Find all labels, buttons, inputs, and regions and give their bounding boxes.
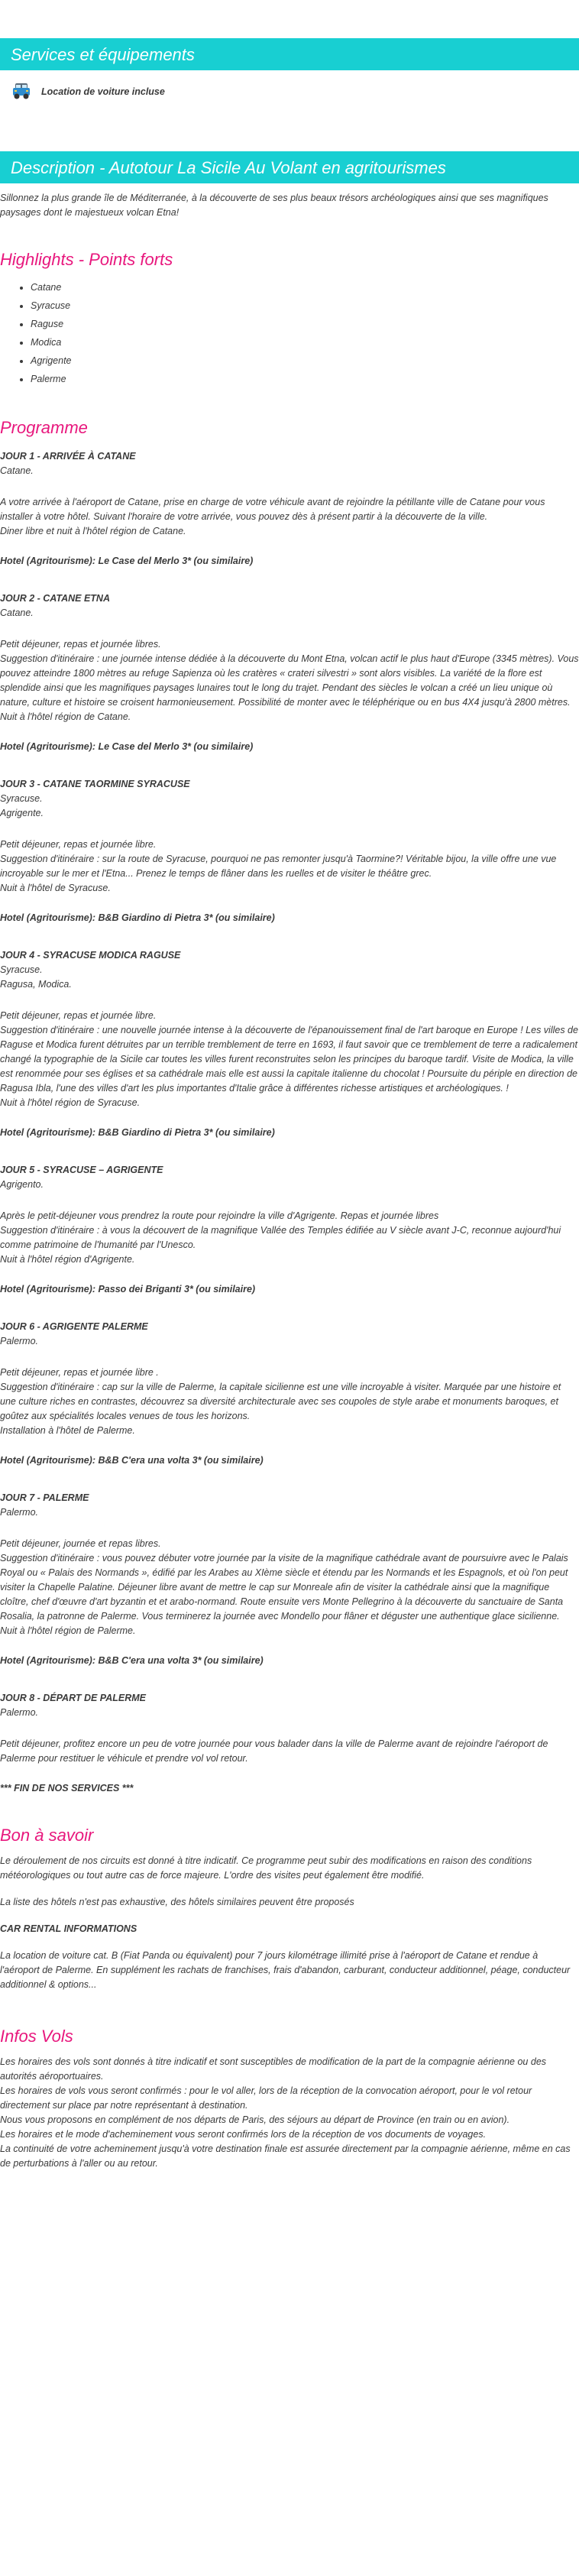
day-places: Syracuse. Ragusa, Modica.	[0, 964, 72, 990]
day-hotel: Hotel (Agritourisme): Passo dei Briganti 3* (ou similaire)	[0, 1284, 256, 1294]
bon-a-savoir-text: La liste des hôtels n'est pas exhaustive, des hôtels similaires peuvent être proposés	[0, 1897, 354, 1907]
day-title: JOUR 5 - SYRACUSE – AGRIGENTE	[0, 1165, 163, 1175]
day-paragraph: Nuit à l'hôtel de Syracuse.	[0, 883, 111, 893]
infos-vols-line: La continuité de votre acheminement jusqu'à votre destination finale est assurée directement par la compagnie aérienne, même en cas de perturbations à l'aller ou au retour.	[0, 2143, 571, 2169]
programme-day	[0, 1491, 579, 1668]
service-car-rental	[0, 70, 579, 105]
list-item: • Palerme	[31, 370, 579, 388]
day-paragraph: Petit déjeuner, repas et journée libres.	[0, 639, 161, 650]
day-title: JOUR 3 - CATANE TAORMINE SYRACUSE	[0, 779, 190, 789]
day-paragraph: A votre arrivée à l'aéroport de Catane, prise en charge de votre véhicule avant de rejoindre la pétillante ville de Catane pour vous installer à votre hôtel. Suivant l'horaire de votre arrivée, vous pouvez dès à présent partir à la découverte de la ville.	[0, 497, 545, 522]
day-places: Palermo.	[0, 1707, 39, 1718]
day-paragraph: Suggestion d'itinéraire : cap sur la ville de Palerme, la capitale sicilienne est une ville incroyable à visiter. Marquée par une histoire et une culture riches en contrastes, découvrez sa diversité architecturale avec ses coupoles de style arabe et monuments baroques, et goûtez aux spécialités locales venues de tous les horizons.	[0, 1382, 561, 1421]
services-banner: Services et équipements	[0, 38, 579, 70]
day-paragraph: Petit déjeuner, repas et journée libre .	[0, 1367, 159, 1378]
day-paragraph: Petit déjeuner, profitez encore un peu de votre journée pour vous balader dans la ville de Palerme avant de rejoindre l'aéroport de Palerme pour restituer le véhicule et prendre vol vol retour.	[0, 1738, 548, 1764]
day-places: Palermo.	[0, 1336, 39, 1346]
highlights-list	[0, 278, 579, 388]
bon-a-savoir-text: Le déroulement de nos circuits est donné à titre indicatif. Ce programme peut subir des modifications en raison des conditions météorologiques ou tout autre cas de force majeure. L'ordre des visites peut également être modifié.	[0, 1855, 532, 1881]
day-places: Agrigento.	[0, 1179, 44, 1190]
programme-day	[0, 1691, 579, 1796]
day-title: JOUR 4 - SYRACUSE MODICA RAGUSE	[0, 950, 181, 961]
day-body	[0, 1366, 579, 1438]
programme-day	[0, 1163, 579, 1297]
day-paragraph: Diner libre et nuit à l'hôtel région de Catane.	[0, 526, 186, 536]
day-paragraph: Nuit à l'hôtel région de Palerme.	[0, 1625, 136, 1636]
day-paragraph: Petit déjeuner, repas et journée libre.	[0, 1010, 157, 1021]
day-paragraph: Installation à l'hôtel de Palerme.	[0, 1425, 135, 1436]
day-paragraph: Petit déjeuner, journée et repas libres.	[0, 1538, 161, 1549]
infos-vols-line: Les horaires de vols vous seront confirmés : pour le vol aller, lors de la réception de la convocation aéroport, pour le vol retour directement sur place par notre représentant à destination.	[0, 2085, 532, 2111]
day-paragraph: Suggestion d'itinéraire : vous pouvez débuter votre journée par la visite de la magnifique cathédrale avant de poursuivre avec le Palais Royal ou « Palais des Normands », édifié par les Arabes au XIème siècle et étendu par les Normands et les Espagnols, et où l'on peut visiter la Chapelle Palatine. Déjeuner libre avant de mettre le cap sur Monreale afin de visiter la cathédrale ainsi que la magnifique cloître, chef d'œuvre d'art byzantin et et arabo-normand. Route ensuite vers Monte Pellegrino à la découverte du sanctuaire de Santa Rosalia, la patronne de Palerme. Vous terminerez la journée avec Mondello pour flâner et déguster une authentique glace sicilienne.	[0, 1553, 568, 1622]
day-body	[0, 495, 579, 539]
day-hotel: Hotel (Agritourisme): B&B C'era una volta 3* (ou similaire)	[0, 1655, 264, 1666]
programme-day	[0, 449, 579, 569]
bon-a-savoir-heading: Bon à savoir	[0, 1826, 94, 1845]
infos-vols-line: Les horaires des vols sont donnés à titre indicatif et sont susceptibles de modification de la part de la compagnie aérienne ou des autorités aéroportuaires.	[0, 2056, 547, 2082]
list-item: • Catane	[31, 278, 579, 296]
list-item: • Agrigente	[31, 352, 579, 370]
day-title: JOUR 7 - PALERME	[0, 1492, 89, 1503]
day-paragraph: Nuit à l'hôtel région de Catane.	[0, 711, 131, 722]
car-rental-icon	[11, 82, 32, 102]
day-places: Catane.	[0, 465, 34, 476]
day-hotel: Hotel (Agritourisme): B&B Giardino di Pietra 3* (ou similaire)	[0, 912, 275, 923]
car-rental-heading: CAR RENTAL INFORMATIONS	[0, 1923, 137, 1934]
day-paragraph: Nuit à l'hôtel région d'Agrigente.	[0, 1254, 135, 1265]
day-title: JOUR 6 - AGRIGENTE PALERME	[0, 1321, 148, 1332]
day-hotel: Hotel (Agritourisme): B&B C'era una volta 3* (ou similaire)	[0, 1455, 264, 1466]
day-paragraph: Suggestion d'itinéraire : une journée intense dédiée à la découverte du Mont Etna, volcan actif le plus haut d'Europe (3345 mètres). Vous pouvez atteindre 1800 mètres au refuge Sapienza où les cratères « crateri silvestri » sont alors visibles. La variété de la flore est splendide ainsi que les magnifiques paysages lunaires tout le long du trajet. Pendant des siècles le volcan a créé un lieu unique où nature, culture et histoire se croisent harmonieusement. Possibilité de monter avec le téléphérique ou en bus 4X4 jusqu'à 2800 mètres.	[0, 653, 579, 708]
day-paragraph: Suggestion d'itinéraire : sur la route de Syracuse, pourquoi ne pas remonter jusqu'à Taormine?! Véritable bijou, la ville offre une vue incroyable sur le mer et l'Etna... Prenez le temps de flâner dans les ruelles et de visiter le théâtre grec.	[0, 854, 557, 879]
day-body	[0, 1537, 579, 1638]
day-paragraph: Suggestion d'itinéraire : une nouvelle journée intense à la découverte de l'épanouissement final de l'art baroque en Europe ! Les villes de Raguse et Modica furent détruites par un terrible tremblement de terre en 1693, il faut savoir que ce tremblement de terre a radicalement changé la typographie de la Sicile car toutes les villes furent reconstruites selon les principes du baroque tardif. Visite de Modica, la ville est renommée pour ses églises et sa cathédrale mais elle est aussi la capitale italienne du chocolat ! Poursuite du périple en direction de Ragusa Ibla, l'une des villes d'art les plus importantes d'Italie grâce à différentes richesse artistiques et archéologiques. !	[0, 1025, 578, 1094]
infos-vols-heading: Infos Vols	[0, 2027, 73, 2046]
car-rental-text: La location de voiture cat. B (Fiat Panda ou équivalent) pour 7 jours kilométrage illimité prise à l'aéroport de Catane et rendue à l'aéroport de Palerme. En supplément les rachats de franchises, frais d'abandon, carburant, conducteur additionnel, péage, conducteur additionnel & options...	[0, 1950, 571, 1990]
day-paragraph: Nuit à l'hôtel région de Syracuse.	[0, 1097, 141, 1108]
day-paragraph: Suggestion d'itinéraire : à vous la découvert de la magnifique Vallée des Temples édifiée au V siècle avant J-C, reconnue aujourd'hui comme patrimoine de l'humanité par l'Unesco.	[0, 1225, 561, 1250]
programme-day	[0, 1320, 579, 1468]
day-hotel: Hotel (Agritourisme): B&B Giardino di Pietra 3* (ou similaire)	[0, 1127, 275, 1138]
day-body	[0, 637, 579, 724]
list-item: • Syracuse	[31, 296, 579, 315]
description-banner: Description - Autotour La Sicile Au Volant en agritourismes	[0, 151, 579, 183]
programme-day	[0, 591, 579, 754]
day-body	[0, 1009, 579, 1110]
day-places: Catane.	[0, 608, 34, 618]
day-body	[0, 1209, 579, 1267]
programme-day	[0, 777, 579, 925]
day-title: JOUR 1 - ARRIVÉE À CATANE	[0, 451, 136, 462]
day-paragraph: Petit déjeuner, repas et journée libre.	[0, 839, 157, 850]
day-title: JOUR 8 - DÉPART DE PALERME	[0, 1693, 146, 1703]
programme-day	[0, 948, 579, 1140]
infos-vols-line: Les horaires et le mode d'acheminement vous seront confirmés lors de la réception de vos documents de voyages.	[0, 2129, 487, 2140]
day-hotel: Hotel (Agritourisme): Le Case del Merlo 3* (ou similaire)	[0, 741, 254, 752]
service-label: Location de voiture incluse	[41, 86, 165, 97]
list-item: • Raguse	[31, 315, 579, 333]
infos-vols-line: Nous vous proposons en complément de nos départs de Paris, des séjours au départ de Province (en train ou en avion).	[0, 2114, 510, 2125]
day-paragraph: Après le petit-déjeuner vous prendrez la route pour rejoindre la ville d'Agrigente. Repas et journée libres	[0, 1210, 439, 1221]
day-body	[0, 1737, 579, 1766]
day-places: Syracuse. Agrigente.	[0, 793, 44, 818]
day-title: JOUR 2 - CATANE ETNA	[0, 593, 110, 604]
programme-days	[0, 449, 579, 1796]
day-hotel: *** FIN DE NOS SERVICES ***	[0, 1783, 134, 1793]
programme-heading: Programme	[0, 418, 88, 437]
highlights-heading: Highlights - Points forts	[0, 250, 173, 269]
day-places: Palermo.	[0, 1507, 39, 1518]
infos-vols-text	[0, 2055, 579, 2171]
description-intro: Sillonnez la plus grande île de Méditerranée, à la découverte de ses plus beaux trésors archéologiques ainsi que ses magnifiques paysages dont le majestueux volcan Etna!	[0, 193, 548, 218]
list-item: • Modica	[31, 333, 579, 352]
day-hotel: Hotel (Agritourisme): Le Case del Merlo 3* (ou similaire)	[0, 556, 254, 566]
day-body	[0, 838, 579, 896]
